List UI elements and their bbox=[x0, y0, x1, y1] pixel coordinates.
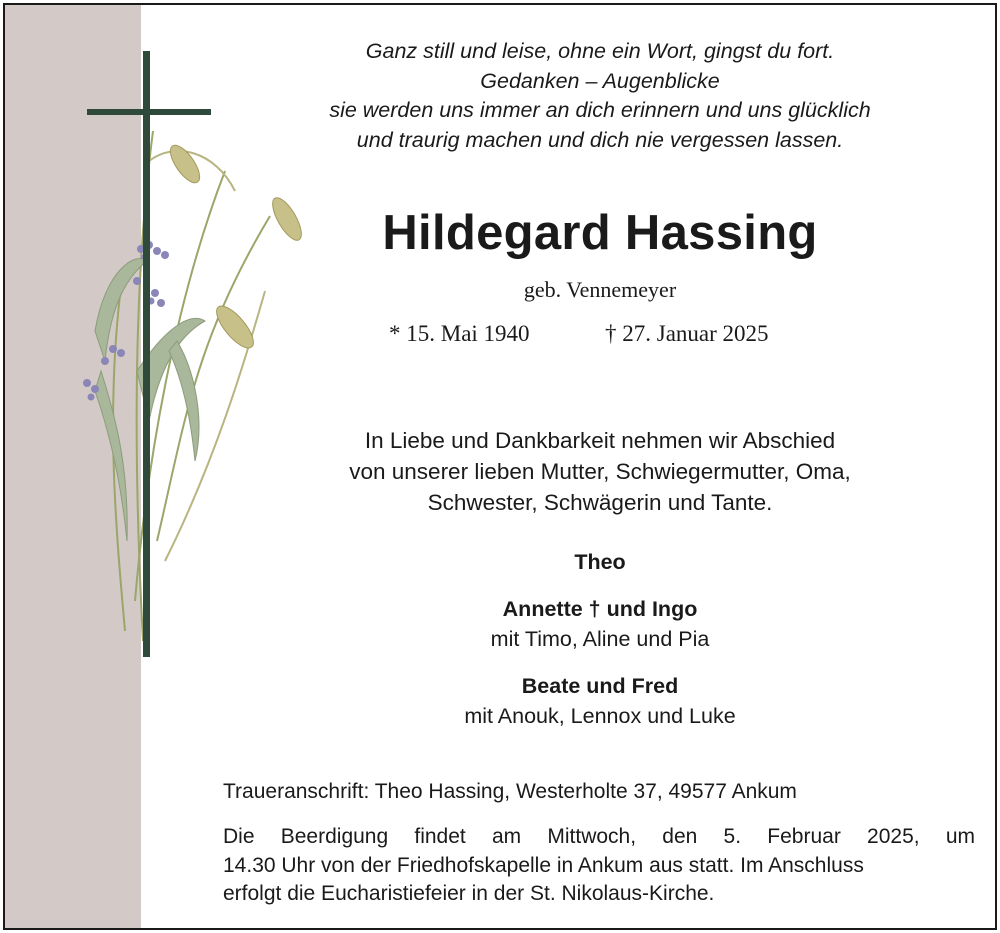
funeral-info bbox=[223, 823, 975, 909]
group-1-children: mit Timo, Aline und Pia bbox=[490, 627, 710, 651]
deceased-name: Hildegard Hassing bbox=[382, 206, 818, 260]
mourner-group-1 bbox=[385, 594, 815, 654]
birth-date: * 15. Mai 1940 bbox=[389, 321, 530, 346]
poem bbox=[265, 37, 935, 155]
obituary-notice bbox=[3, 3, 997, 930]
mourner-spouse bbox=[385, 547, 815, 577]
group-2-children: mit Anouk, Lennox und Luke bbox=[464, 704, 736, 728]
cross-horizontal-beam bbox=[87, 109, 211, 115]
funeral-line: erfolgt die Eucharistiefeier in der St. Nikolaus-Kirche. bbox=[223, 882, 715, 905]
cross-vertical-beam bbox=[143, 51, 150, 657]
group-2-names: Beate und Fred bbox=[521, 674, 679, 698]
maiden-name: geb. Vennemeyer bbox=[523, 277, 677, 302]
poem-line: und traurig machen und dich nie vergessen lassen. bbox=[356, 127, 844, 152]
mourning-address: Traueranschrift: Theo Hassing, Westerholte 37, 49577 Ankum bbox=[223, 780, 797, 803]
funeral-line: Die Beerdigung findet am Mittwoch, den 5. Februar 2025, um bbox=[223, 825, 975, 848]
group-1-names: Annette † und Ingo bbox=[502, 597, 698, 621]
spouse-name: Theo bbox=[574, 550, 626, 574]
funeral-line: 14.30 Uhr von der Friedhofskapelle in Ankum aus statt. Im Anschluss bbox=[223, 853, 864, 877]
farewell-line: von unserer lieben Mutter, Schwiegermutter, Oma, bbox=[349, 459, 851, 484]
farewell-line: In Liebe und Dankbarkeit nehmen wir Abschied bbox=[364, 428, 836, 453]
death-date: † 27. Januar 2025 bbox=[605, 321, 769, 346]
farewell-text bbox=[285, 425, 915, 518]
farewell-line: Schwester, Schwägerin und Tante. bbox=[427, 490, 773, 515]
poem-line: sie werden uns immer an dich erinnern und uns glücklich bbox=[329, 98, 871, 122]
poem-line: Ganz still und leise, ohne ein Wort, gingst du fort. bbox=[365, 39, 835, 63]
mourner-group-2 bbox=[385, 671, 815, 731]
poem-line: Gedanken – Augenblicke bbox=[480, 68, 720, 93]
